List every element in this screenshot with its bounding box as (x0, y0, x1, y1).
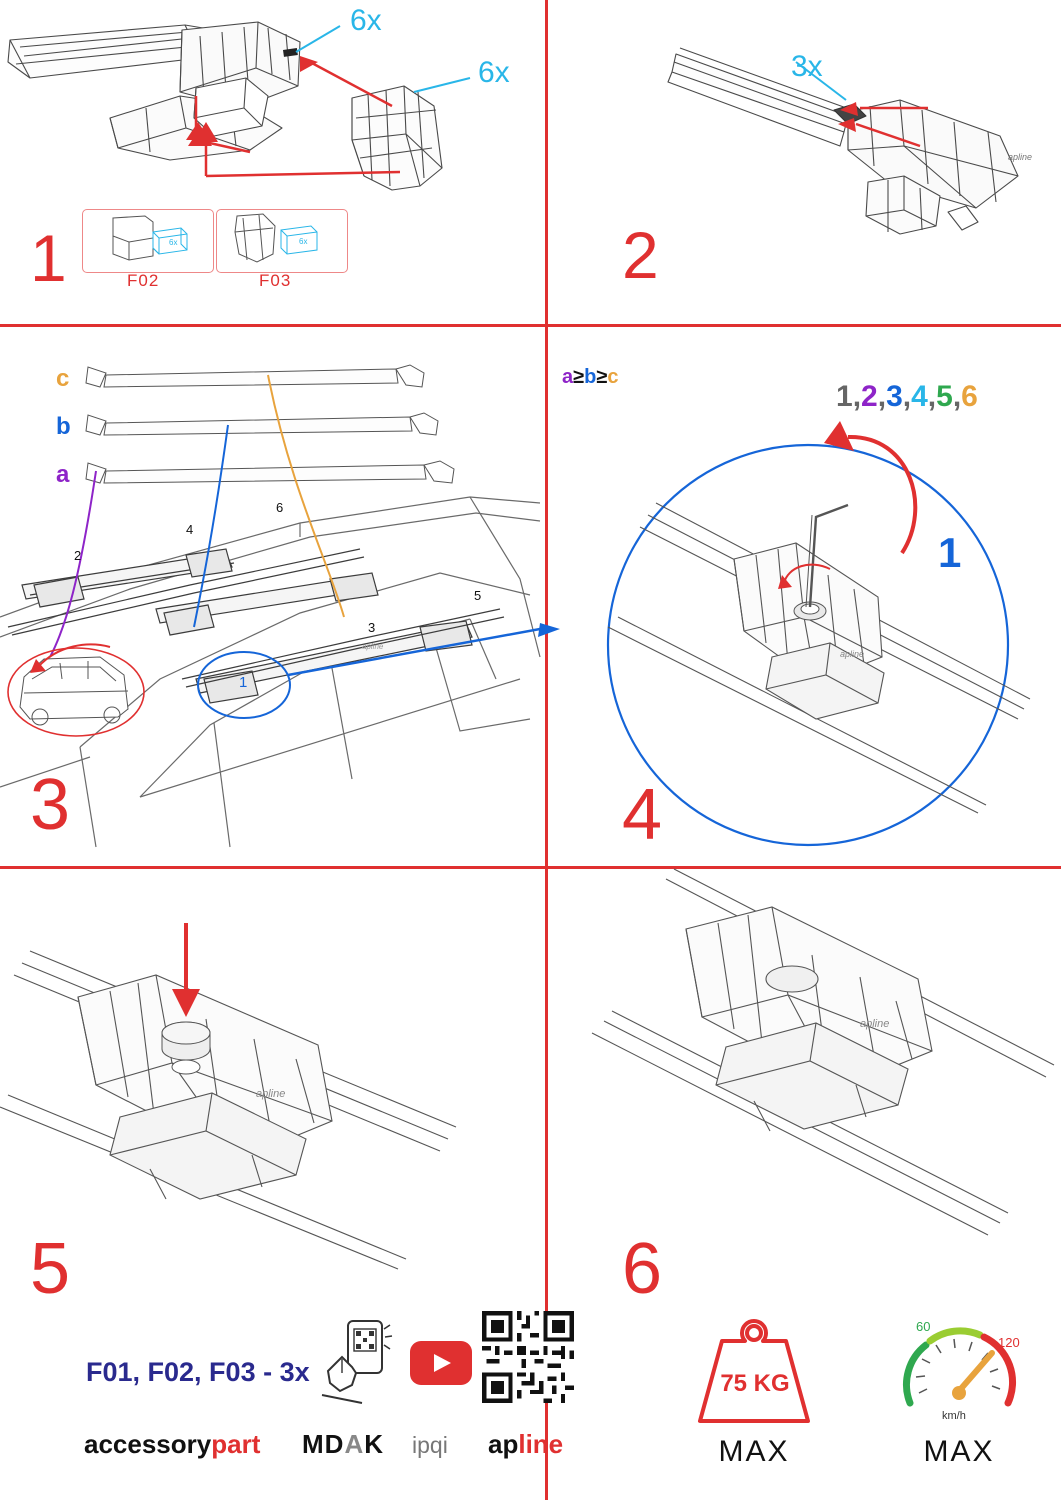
part-label-f03: F03 (259, 271, 292, 290)
phone-scan-icon (322, 1319, 394, 1405)
step-6-illustration (548, 869, 1061, 1269)
callout-line-2 (414, 78, 470, 92)
svg-text:apline: apline (860, 1018, 890, 1030)
speedometer-icon (894, 1309, 1024, 1429)
step-number-2: 2 (622, 218, 659, 292)
svg-text:apline: apline (256, 1088, 286, 1100)
sequence-sep-1: , (852, 380, 862, 413)
logo-apline: apline (488, 1429, 564, 1459)
detail-step-label: 1 (938, 529, 962, 576)
step-number-3: 3 (30, 765, 71, 845)
step-2-panel (548, 0, 1061, 324)
svg-text:60: 60 (916, 1319, 931, 1334)
position-number-3: 3 (368, 620, 376, 635)
step-number-5: 5 (30, 1229, 71, 1309)
svg-text:apline: apline (1008, 152, 1033, 162)
part-box-f02-illustration (83, 210, 211, 270)
step-5-illustration (0, 869, 545, 1269)
svg-text:6x: 6x (299, 237, 308, 246)
weight-value: 75 KG (720, 1370, 790, 1397)
logo-mdak: MDAK (302, 1429, 384, 1459)
sequence-sep-2: , (877, 380, 887, 413)
callout-6x-first: 6x (350, 4, 382, 37)
speed-max-caption: MAX (923, 1435, 995, 1468)
logo-ipqi: ipqi (412, 1432, 448, 1458)
part-box-f03 (216, 209, 348, 290)
step-number-6: 6 (622, 1229, 663, 1309)
part-box-f03-illustration (217, 210, 345, 270)
weight-max-caption: MAX (718, 1435, 790, 1468)
formula-part-2: b (584, 366, 597, 388)
callout-6x-second: 6x (478, 56, 510, 89)
step-4-panel (548, 327, 1061, 866)
position-number-4: 4 (186, 522, 194, 537)
svg-text:120: 120 (998, 1335, 1020, 1350)
sequence-part-4: 4 (911, 380, 928, 413)
callout-3x: 3x (791, 50, 823, 83)
sequence-part-1: 1 (836, 380, 853, 413)
position-number-1: 1 (239, 674, 248, 691)
step-3-panel (0, 327, 619, 866)
sequence-label (836, 382, 978, 412)
formula-part-4: c (607, 366, 619, 388)
formula-part-3: ≥ (596, 366, 608, 388)
callout-line-1 (296, 26, 340, 52)
bar-label-c: c (56, 365, 70, 392)
position-number-5: 5 (474, 588, 482, 603)
parts-note: F01, F02, F03 - 3x (86, 1357, 310, 1387)
svg-text:apline: apline (362, 642, 384, 651)
part-label-f02: F02 (127, 271, 160, 290)
step-number-1: 1 (30, 221, 67, 295)
youtube-icon[interactable] (410, 1341, 472, 1385)
sequence-part-2: 2 (861, 380, 878, 413)
bar-label-b: b (56, 413, 71, 440)
svg-text:6x: 6x (169, 238, 178, 247)
sequence-sep-3: , (902, 380, 912, 413)
position-number-2: 2 (74, 548, 82, 563)
step-6-panel (548, 869, 1061, 1500)
svg-text:km/h: km/h (942, 1410, 966, 1422)
step-3-illustration (0, 327, 545, 866)
formula-part-0: a (562, 366, 574, 388)
step-1-panel (0, 0, 545, 324)
bar-label-a: a (56, 461, 70, 488)
logo-accessorypart: accessorypart (84, 1429, 261, 1459)
step-5-panel (0, 869, 564, 1500)
step-number-4: 4 (622, 775, 663, 855)
sequence-part-3: 3 (886, 380, 903, 413)
svg-text:apline: apline (840, 649, 865, 659)
sequence-part-6: 6 (961, 380, 978, 413)
part-box-f02 (82, 209, 214, 290)
sequence-sep-4: , (927, 380, 937, 413)
position-number-6: 6 (276, 500, 284, 515)
sequence-sep-5: , (952, 380, 962, 413)
formula-part-1: ≥ (573, 366, 585, 388)
sequence-part-5: 5 (936, 380, 953, 413)
